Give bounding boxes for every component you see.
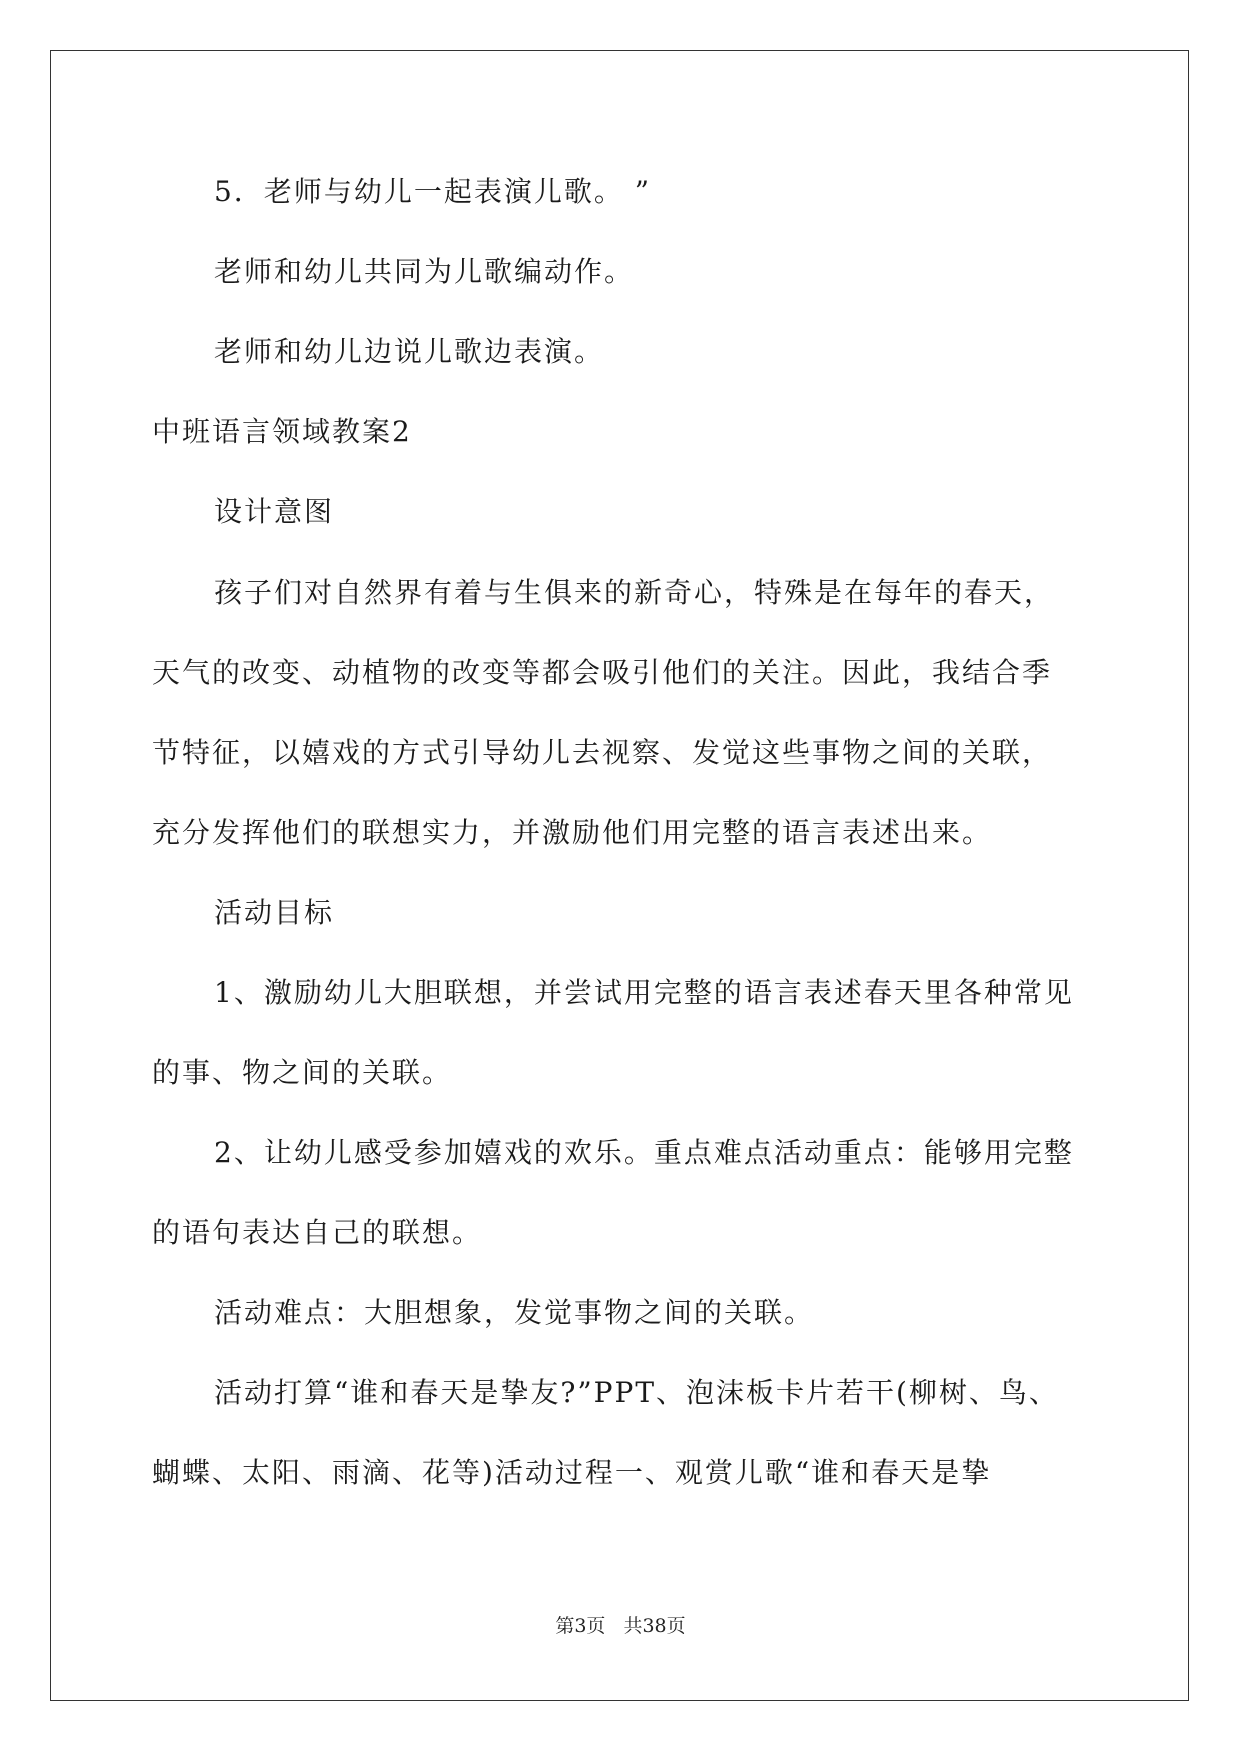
page-number-current: 第3页	[555, 1615, 606, 1637]
section-heading: 中班语言领域教案2	[152, 415, 412, 448]
subheading-activity-goals: 活动目标	[214, 896, 335, 929]
text-line-12: 的事、物之间的关联。	[152, 1056, 453, 1089]
text-line-1: 5．老师与幼儿一起表演儿歌。 ”	[214, 175, 652, 208]
page-number-total: 共38页	[623, 1615, 686, 1637]
text-line-2: 老师和幼儿共同为儿歌编动作。	[214, 255, 635, 288]
subheading-design-intent: 设计意图	[214, 495, 335, 528]
text-line-16: 活动打算“谁和春天是挚友?”PPT、泡沫板卡片若干(柳树、鸟、	[214, 1376, 1059, 1409]
text-line-6: 孩子们对自然界有着与生俱来的新奇心，特殊是在每年的春天，	[214, 576, 1055, 609]
text-line-11: 1、激励幼儿大胆联想，并尝试用完整的语言表述春天里各种常见	[214, 976, 1074, 1009]
text-line-17: 蝴蝶、太阳、雨滴、花等)活动过程一、观赏儿歌“谁和春天是挚	[152, 1456, 992, 1489]
text-line-3: 老师和幼儿边说儿歌边表演。	[214, 335, 605, 368]
text-line-7: 天气的改变、动植物的改变等都会吸引他们的关注。因此，我结合季	[152, 656, 1053, 689]
text-line-15: 活动难点：大胆想象，发觉事物之间的关联。	[214, 1296, 815, 1329]
page-border	[50, 50, 1189, 1701]
text-line-14: 的语句表达自己的联想。	[152, 1216, 483, 1249]
text-line-9: 充分发挥他们的联想实力，并激励他们用完整的语言表述出来。	[152, 816, 993, 849]
page-footer	[0, 1614, 1241, 1638]
text-line-8: 节特征，以嬉戏的方式引导幼儿去视察、发觉这些事物之间的关联，	[152, 736, 1053, 769]
text-line-13: 2、让幼儿感受参加嬉戏的欢乐。重点难点活动重点：能够用完整	[214, 1136, 1074, 1169]
